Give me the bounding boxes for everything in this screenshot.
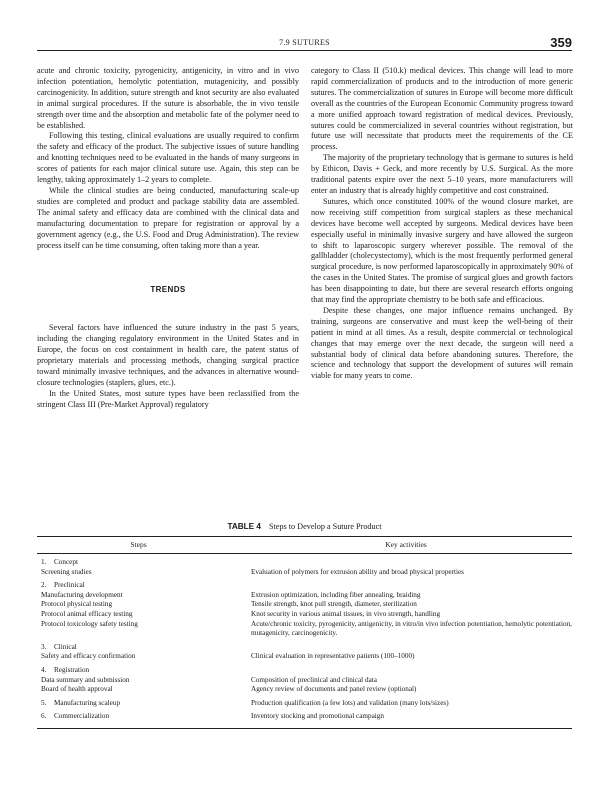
paragraph: category to Class II (510.k) medical devices. This change will lead to more rapid commercialization of products and to the introduction of more generic sutures. The commercialization of sutures in Europe will become more difficult overall as the countries of the European Economic Community progress toward a more unified approach toward registration of medical devices. Previously, sutures could be commercialized in several countries without registration, but future use will necessitate that products meet the requirements of the CE process. — [311, 66, 573, 152]
group-title: Commercialization — [54, 712, 110, 721]
group-number: 4. — [41, 665, 47, 674]
table-title: Steps to Develop a Suture Product — [268, 522, 382, 531]
group-number: 2. — [41, 581, 47, 590]
group-activity — [251, 643, 572, 653]
step-cell: Protocol physical testing — [41, 600, 113, 609]
paragraph: The majority of the proprietary technology that is germane to sutures is held by Ethicon, Davis + Geck, and more recently by U.S. Surgical. As the more traditional patents expire over the next 5–10 years, more manufacturers will enter an industry that is already highly competitive and cost constrained. — [311, 153, 573, 195]
group-number: 5. — [41, 698, 47, 707]
table-group-row — [37, 643, 572, 653]
group-title: Preclinical — [54, 581, 85, 590]
activity-cell: Acute/chronic toxicity, pyrogenicity, antigenicity, in vitro/in vivo infection potentiation, hemolytic potentiation, mutagenicity, carcinogenicity. — [251, 619, 572, 638]
table-group-row — [37, 581, 572, 591]
group-title: Manufacturing scaleup — [54, 698, 121, 707]
table-row — [37, 591, 572, 601]
activity-cell: Tensile strength, knot pull strength, diameter, sterilization — [251, 600, 417, 609]
group-activity: Inventory stocking and promotional campaign — [251, 712, 384, 721]
table-caption — [37, 522, 572, 531]
table-row — [37, 568, 572, 578]
group-number: 1. — [41, 558, 47, 566]
activity-cell: Agency review of documents and panel review (optional) — [251, 685, 417, 694]
table-row — [37, 676, 572, 686]
right-column — [311, 66, 573, 382]
paragraph: Following this testing, clinical evaluations are usually required to confirm the safety and efficacy of the product. The subjective issues of suture handling and knotting techniques need to be evaluated in the hands of many surgeons in scores of patients for each major clinical suture use. Again, this step can be lengthy, taking approximately 1–2 years to complete. — [37, 131, 299, 185]
activity-cell: Clinical evaluation in representative patients (100–1000) — [251, 652, 415, 661]
group-title: Clinical — [54, 642, 77, 651]
group-title-cell — [37, 712, 251, 722]
group-title-cell — [37, 643, 251, 653]
paragraph: In the United States, most suture types have been reclassified from the stringent Class III (Pre-Market Approval) regulatory — [37, 388, 299, 409]
paragraph: Despite these changes, one major influence remains unchanged. By training, surgeons are conservative and must keep the well-being of their patient in mind at all times. As a result, despite commercial or technological changes that may emerge over the next decade, the surgeon will need a substantial body of clinical data before abandoning sutures. Therefore, the science and technology that support the development of sutures will remain viable for many years to come. — [311, 305, 573, 381]
step-cell: Manufacturing development — [41, 590, 123, 599]
group-activity — [251, 558, 572, 568]
step-cell: Protocol toxicology safety testing — [41, 619, 138, 628]
column-header-steps: Steps — [130, 540, 147, 549]
group-title-cell — [37, 699, 251, 709]
table-row — [37, 610, 572, 620]
group-title-cell — [37, 581, 251, 591]
group-number: 3. — [41, 642, 47, 651]
table-group-row — [37, 699, 572, 709]
group-title: Concept — [54, 558, 78, 566]
group-title-cell — [37, 666, 251, 676]
table-header — [37, 537, 572, 554]
activity-cell: Extrusion optimization, including fiber annealing, braiding — [251, 590, 421, 599]
activity-cell: Evaluation of polymers for extrusion ability and broad physical properties — [251, 567, 464, 576]
running-header — [37, 35, 572, 51]
paragraph: acute and chronic toxicity, pyrogenicity, antigenicity, in vitro and in vivo infection potentiation, hemolytic potentiation, mutagenicity, and possibly carcinogenicity. In addition, suture strength and knot security are also evaluated in animal surgical procedures. If the suture is absorbable, the in vivo tensile strength over time and the absorption and metabolic fate of the polymer need to be established. — [37, 66, 299, 130]
table-group-row — [37, 666, 572, 676]
step-cell: Protocol animal efficacy testing — [41, 609, 133, 618]
group-title: Registration — [54, 665, 90, 674]
section-title: 7.9 SUTURES — [279, 38, 330, 47]
activity-cell: Knot security in various animal tissues, in vivo strength, handling — [251, 609, 441, 618]
page-number: 359 — [550, 35, 572, 50]
paragraph: While the clinical studies are being conducted, manufacturing scale-up studies are completed and product and package stability data are assembled. The animal safety and efficacy data are combined with the clinical data and manufacturing documentation to prepare for registration or approval by a government agency (e.g., the U.S. Food and Drug Administration). The review process itself can be time consuming, often taking more than a year. — [37, 185, 299, 250]
table-row — [37, 652, 572, 662]
group-activity — [251, 581, 572, 591]
table-body — [37, 554, 572, 728]
activity-cell: Composition of preclinical and clinical data — [251, 675, 377, 684]
table-group-row — [37, 712, 572, 722]
table-label: TABLE 4 — [227, 522, 261, 531]
table-row — [37, 685, 572, 695]
section-heading: TRENDS — [150, 285, 186, 295]
group-title-cell — [37, 558, 251, 568]
step-cell: Safety and efficacy confirmation — [41, 652, 136, 661]
table-row — [37, 600, 572, 610]
group-activity — [251, 666, 572, 676]
table-group-row — [37, 558, 572, 568]
step-cell: Screening studies — [41, 567, 92, 576]
step-cell: Board of health approval — [41, 685, 113, 694]
group-activity: Production qualification (a few lots) and validation (many lots/sizes) — [251, 698, 449, 707]
left-column — [37, 66, 299, 411]
paragraph: Several factors have influenced the suture industry in the past 5 years, including the changing regulatory environment in the United States and in Europe, the focus on cost containment in health care, the patent status of proprietary materials and processing methods, changing surgical practice toward minimally invasive techniques, and the advances in alternative wound-closure technologies (staplers, glues, etc.). — [37, 323, 299, 387]
steps-table — [37, 536, 572, 729]
table-row — [37, 620, 572, 639]
column-header-activities: Key activities — [385, 540, 427, 549]
paragraph: Sutures, which once constituted 100% of the wound closure market, are now receiving stiff competition from surgical staplers as these mechanical devices have become well accepted by surgeons. Medical devices have been especially useful in minimally invasive surgery and have allowed the surgeon to shift to laparoscopic surgery wherever possible. The removal of the gallbladder (cholecystectomy), which is the most frequently performed general surgical procedure, is now performed laparoscopically in approximately 90% of the cases in the United States. The promise of surgical glues and growth factors has been disappointing to date, but there are several research efforts ongoing that may find the appropriate chemistry to be both safe and efficacious. — [311, 196, 573, 305]
group-number: 6. — [41, 712, 47, 721]
step-cell: Data summary and submission — [41, 675, 130, 684]
